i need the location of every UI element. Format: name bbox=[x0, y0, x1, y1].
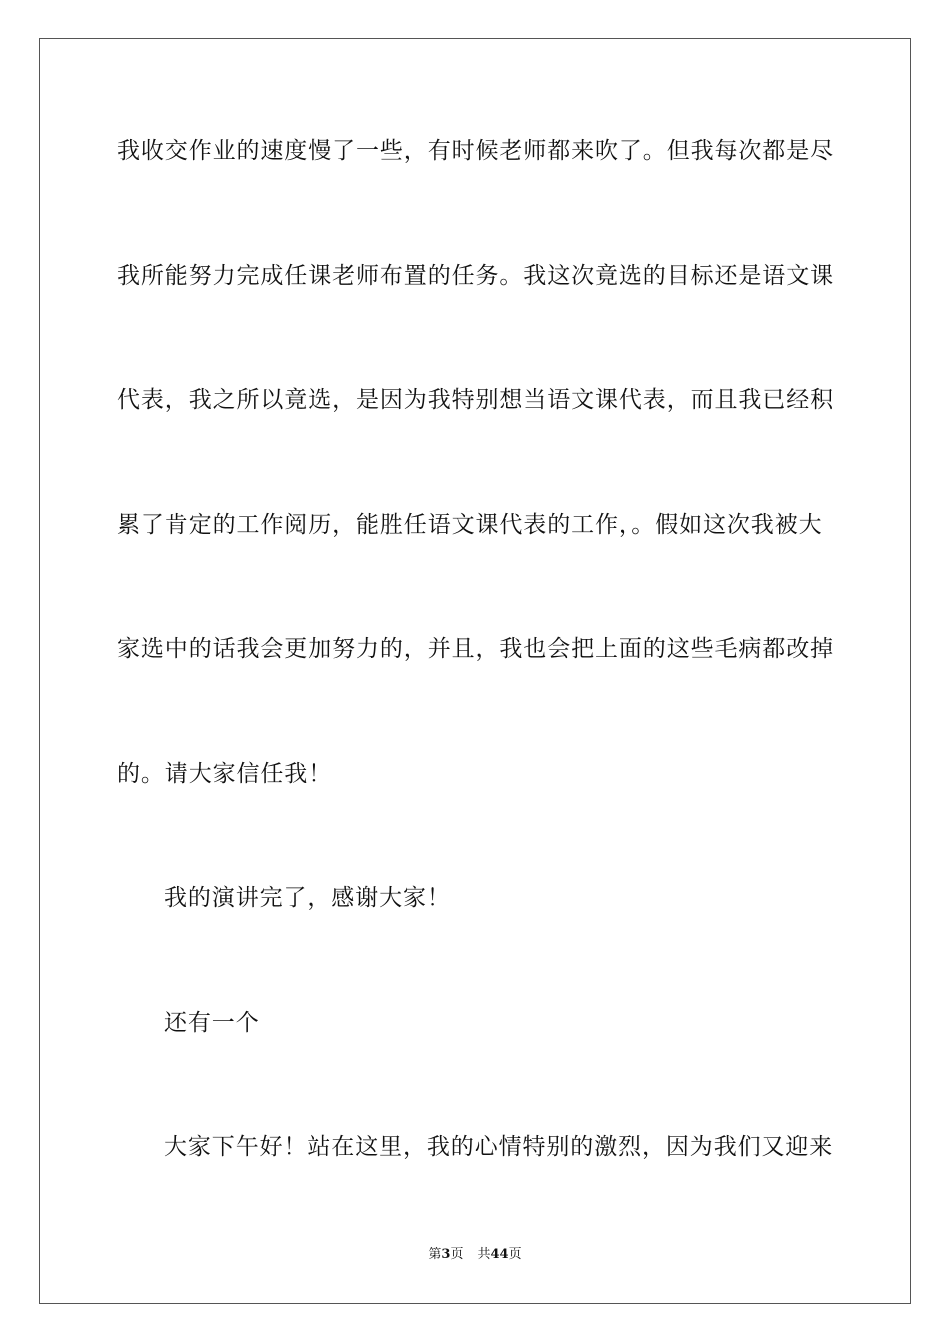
body-line: 累了肯定的工作阅历，能胜任语文课代表的工作，。假如这次我被大 bbox=[117, 512, 823, 538]
total-prefix: 共 bbox=[477, 1247, 491, 1262]
paragraph-line: 还有一个 bbox=[164, 1010, 260, 1036]
page-number: 3 bbox=[441, 1247, 451, 1262]
body-line: 代表，我之所以竟选，是因为我特别想当语文课代表，而且我已经积 bbox=[117, 387, 834, 413]
page-footer bbox=[0, 1246, 950, 1264]
total-suffix: 页 bbox=[508, 1247, 522, 1262]
page-prefix: 第 bbox=[428, 1247, 442, 1262]
body-line: 的。请大家信任我！ bbox=[117, 761, 333, 787]
body-line: 我收交作业的速度慢了一些，有时候老师都来吹了。但我每次都是尽 bbox=[117, 138, 834, 164]
total-pages: 44 bbox=[490, 1247, 509, 1262]
paragraph-line: 大家下午好！站在这里，我的心情特别的激烈，因为我们又迎来 bbox=[164, 1134, 834, 1160]
body-line: 家选中的话我会更加努力的，并且，我也会把上面的这些毛病都改掉 bbox=[117, 636, 834, 662]
body-line: 我所能努力完成任课老师布置的任务。我这次竟选的目标还是语文课 bbox=[117, 263, 834, 289]
page-border bbox=[39, 38, 911, 1304]
page-suffix: 页 bbox=[450, 1247, 464, 1262]
paragraph-line: 我的演讲完了，感谢大家！ bbox=[164, 885, 451, 911]
